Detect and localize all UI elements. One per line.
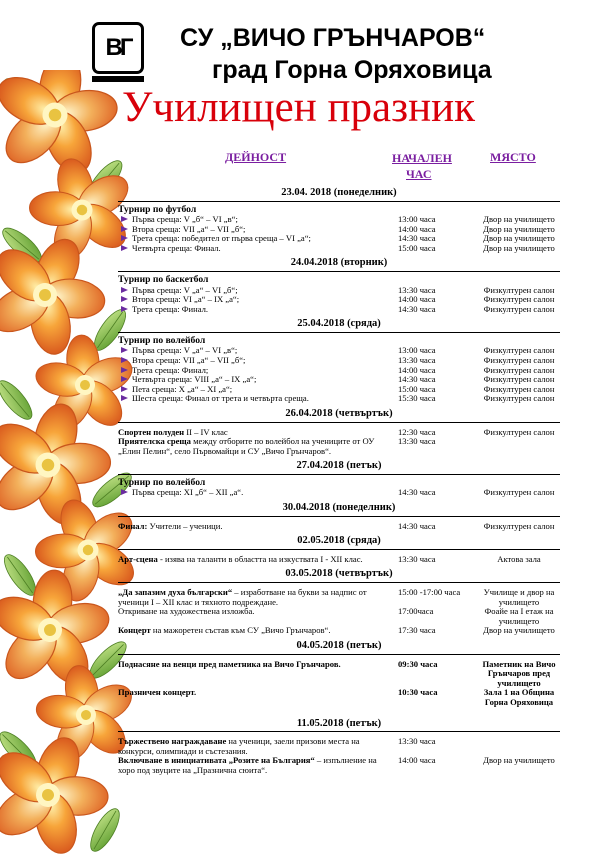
start-time: 15:00 часа <box>398 242 436 253</box>
arrow-bullet-icon <box>121 287 128 293</box>
start-time: 14:00 часа <box>398 223 436 234</box>
place-text: Физкултурен салон <box>483 364 555 375</box>
start-time: 13:00 часа <box>398 345 436 356</box>
start-time: 13:30 часа <box>398 436 436 447</box>
schedule-row <box>118 488 560 498</box>
place-text: Физкултурен салон <box>483 520 555 531</box>
activity-bold: Концерт <box>118 625 151 636</box>
schedule-row <box>118 394 560 404</box>
activity-bold: Арт-сцена <box>118 553 158 564</box>
place-text: Физкултурен салон <box>483 284 555 295</box>
place-text: Двор на училището <box>483 223 555 234</box>
place-text: Физкултурен салон <box>483 487 555 498</box>
day-header: 27.04.2018 (петък) <box>118 456 560 475</box>
place-text: Физкултурен салон <box>483 294 555 305</box>
arrow-bullet-icon <box>121 376 128 382</box>
schedule-row <box>118 586 560 607</box>
activity-text: Празничен концерт. <box>118 687 197 698</box>
day-header: 04.05.2018 (петък) <box>118 636 560 655</box>
activity-text: Поднасяне на венци пред паметника на Вичо Грънчаров. <box>118 658 341 669</box>
schedule-row <box>118 244 560 254</box>
activity-text: Втора среща: VII „а“ – VII „б“; <box>132 223 246 234</box>
activity-text: – изпълнение на хоро под звуците на „Празнична сюита“. <box>118 755 377 775</box>
place-text: Зала 1 на Община Горна Оряховица <box>483 687 555 707</box>
activity-text: Втора среща: VI „а“ – IX „a“; <box>132 294 240 305</box>
activity-text: Четвърта среща: VIII „а“ – IX „а“; <box>132 374 257 385</box>
start-time: 15:00 часа <box>398 383 436 394</box>
activity-text: Първа среща: V „а“ – VI „б“; <box>132 284 238 295</box>
start-time: 15:30 часа <box>398 393 436 404</box>
start-time: 14:30 часа <box>398 374 436 385</box>
time-header-line1: НАЧАЛЕН <box>392 151 452 165</box>
day-header: 24.04.2018 (вторник) <box>118 253 560 272</box>
activity-text: Трета среща: Финал; <box>132 364 209 375</box>
start-time: 15:00 -17:00 часа <box>398 587 461 598</box>
tournament-title: Турнир по волейбол <box>118 476 206 488</box>
start-time: 14:30 часа <box>398 233 436 244</box>
activity-text: Трета среща: победител от първа среща – VI „а“; <box>132 233 311 244</box>
activity-bold: Приятелска среща <box>118 436 191 447</box>
arrow-bullet-icon <box>121 489 128 495</box>
start-time: 13:30 часа <box>398 736 436 747</box>
activity-text: Първа среща: V „б“ – VI „в“; <box>132 214 238 225</box>
schedule-row <box>118 735 560 756</box>
flower-decoration <box>0 70 135 860</box>
place-text: Физкултурен салон <box>483 374 555 385</box>
day-header: 11.05.2018 (петък) <box>118 714 560 733</box>
start-time: 13:00 часа <box>398 214 436 225</box>
arrow-bullet-icon <box>121 226 128 232</box>
start-time: 14:30 часа <box>398 487 436 498</box>
column-header-activity: ДЕЙНОСТ <box>225 150 287 164</box>
schedule-row <box>118 553 560 565</box>
start-time: 14:00 часа <box>398 294 436 305</box>
place-text: Фоайе на I етаж на училището <box>484 606 554 626</box>
schedule-row <box>118 756 560 775</box>
activity-text: на ученици, заели призови места на конкурси, олимпиади и състезания. <box>118 736 360 756</box>
start-time: 14:30 часа <box>398 303 436 314</box>
arrow-bullet-icon <box>121 216 128 222</box>
schedule-row <box>118 437 560 456</box>
place-text: Двор на училището <box>483 214 555 225</box>
activity-text: Учители – ученици. <box>147 520 223 531</box>
activity-text: Първа среща: XI „б“ – XII „а“. <box>132 487 244 498</box>
start-time: 14:30 часа <box>398 520 436 531</box>
arrow-bullet-icon <box>121 367 128 373</box>
arrow-bullet-icon <box>121 395 128 401</box>
start-time: 12:30 часа <box>398 426 436 437</box>
schedule-row <box>118 626 560 636</box>
arrow-bullet-icon <box>121 296 128 302</box>
tournament-title: Турнир по баскетбол <box>118 274 209 286</box>
activity-text: Трета среща: Финал. <box>132 303 209 314</box>
activity-bold: Финал: <box>118 520 148 531</box>
activity-text: Втора среща: VII „а“ – VII „б“; <box>132 355 246 366</box>
start-time: 14:00 часа <box>398 364 436 375</box>
arrow-bullet-icon <box>121 386 128 392</box>
start-time: 13:30 часа <box>398 355 436 366</box>
activity-text: Откриване на художествена изложба. <box>118 606 255 617</box>
activity-bold: Включване в инициативата „Розите на България“ <box>118 755 315 766</box>
activity-bold: „Да запазим духа български“ <box>118 587 233 598</box>
start-time: 10:30 часа <box>398 687 438 698</box>
tournament-title: Турнир по футбол <box>118 203 197 215</box>
place-text: Физкултурен салон <box>483 355 555 366</box>
arrow-bullet-icon <box>121 306 128 312</box>
activity-text: на мажоретен състав към СУ „Вичо Грънчаров“. <box>150 625 331 636</box>
start-time: 13:30 часа <box>398 553 436 564</box>
activity-text: между отборите по волейбол на учениците от ОУ „Елин Пелин“, село Първомайци и СУ „Вичо Грънчаров“. <box>118 436 375 456</box>
place-text: Двор на училището <box>483 242 555 253</box>
arrow-bullet-icon <box>121 357 128 363</box>
activity-bold: Спортен полуден <box>118 426 185 437</box>
activity-text: – изработване на букви за надпис от ученици I – XII клас и тяхното подреждане. <box>118 587 367 607</box>
day-header: 23.04. 2018 (понеделник) <box>118 178 560 202</box>
activity-text: Шеста среща: Финал от трета и четвърта среща. <box>132 393 309 404</box>
city-name: град Горна Оряховица <box>212 56 492 84</box>
place-text: Физкултурен салон <box>483 303 555 314</box>
tournament-title: Турнир по волейбол <box>118 334 206 346</box>
arrow-bullet-icon <box>121 245 128 251</box>
day-header: 03.05.2018 (четвъртък) <box>118 564 560 583</box>
place-text: Паметник на Вичо Грънчаров пред училището <box>482 658 556 688</box>
start-time: 17:00часа <box>398 606 434 617</box>
time-header-line2: ЧАС <box>406 167 432 181</box>
school-logo <box>92 22 144 74</box>
day-header: 26.04.2018 (четвъртък) <box>118 404 560 423</box>
place-text: Физкултурен салон <box>483 426 555 437</box>
activity-bold: Тържествено награждаване <box>118 736 227 747</box>
place-text: Физкултурен салон <box>483 383 555 394</box>
place-text: Актова зала <box>497 553 541 564</box>
logo-underline <box>92 76 144 82</box>
column-header-place: МЯСТО <box>490 150 536 164</box>
schedule-row <box>118 688 560 707</box>
start-time: 17:30 часа <box>398 625 436 636</box>
place-text: Училище и двор на училището <box>483 587 555 607</box>
activity-text: II – IV клас <box>184 426 228 437</box>
activity-text: Първа среща: V „а“ – VI „в“; <box>132 345 238 356</box>
start-time: 13:30 часа <box>398 284 436 295</box>
schedule-row <box>118 658 560 689</box>
page-title: Училищен празник <box>122 84 476 131</box>
logo-text: ВГ <box>105 34 131 61</box>
schedule-row <box>118 305 560 315</box>
day-header: 30.04.2018 (понеделник) <box>118 498 560 517</box>
arrow-bullet-icon <box>121 347 128 353</box>
start-time: 14:00 часа <box>398 755 436 766</box>
start-time: 09:30 часа <box>398 658 438 669</box>
arrow-bullet-icon <box>121 235 128 241</box>
activity-text: Четвърта среща: Финал. <box>132 242 221 253</box>
place-text: Двор на училището <box>483 755 555 766</box>
activity-text: - изява на таланти в областта на изкуствата I - XII клас. <box>157 553 363 564</box>
place-text: Физкултурен салон <box>483 345 555 356</box>
place-text: Двор на училището <box>483 625 555 636</box>
schedule-row <box>118 520 560 532</box>
place-text: Физкултурен салон <box>483 393 555 404</box>
schedule <box>118 178 560 776</box>
place-text: Двор на училището <box>483 233 555 244</box>
activity-text: Пета среща: Х „а“ – XI „а“; <box>132 383 233 394</box>
day-header: 02.05.2018 (сряда) <box>118 531 560 550</box>
schedule-row <box>118 607 560 626</box>
day-header: 25.04.2018 (сряда) <box>118 314 560 333</box>
school-name: СУ „ВИЧО ГРЪНЧАРОВ“ <box>180 24 486 52</box>
